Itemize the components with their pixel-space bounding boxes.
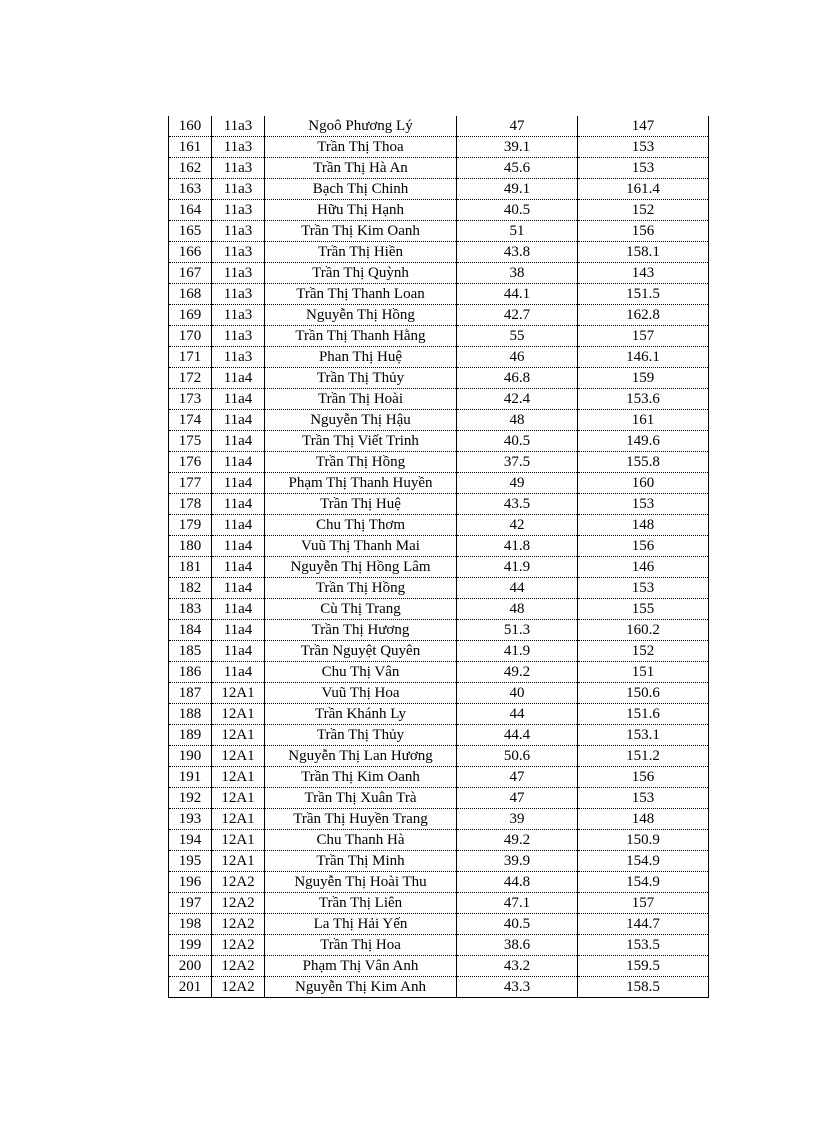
row-number-cell: 186 [169,662,212,683]
weight-cell: 43.3 [457,977,578,998]
height-cell: 159 [578,368,709,389]
table-row [169,452,709,473]
row-number-cell: 183 [169,599,212,620]
student-measurements-table-page [168,116,708,998]
height-cell: 148 [578,809,709,830]
row-number-cell: 178 [169,494,212,515]
table-row [169,179,709,200]
row-number-cell: 170 [169,326,212,347]
student-name-cell: Nguyễn Thị Hồng [265,305,457,326]
weight-cell: 47.1 [457,893,578,914]
table-row [169,788,709,809]
class-cell: 11a4 [212,494,265,515]
class-cell: 12A1 [212,704,265,725]
weight-cell: 42 [457,515,578,536]
class-cell: 11a4 [212,662,265,683]
table-row [169,410,709,431]
class-cell: 11a4 [212,536,265,557]
row-number-cell: 163 [169,179,212,200]
row-number-cell: 192 [169,788,212,809]
height-cell: 146.1 [578,347,709,368]
weight-cell: 40 [457,683,578,704]
row-number-cell: 162 [169,158,212,179]
student-name-cell: Bạch Thị Chinh [265,179,457,200]
weight-cell: 44 [457,578,578,599]
height-cell: 151.2 [578,746,709,767]
student-name-cell: La Thị Hải Yến [265,914,457,935]
height-cell: 144.7 [578,914,709,935]
height-cell: 162.8 [578,305,709,326]
table-row [169,725,709,746]
weight-cell: 44.4 [457,725,578,746]
student-name-cell: Trần Thị Hoài [265,389,457,410]
class-cell: 12A1 [212,830,265,851]
class-cell: 11a3 [212,179,265,200]
class-cell: 12A1 [212,725,265,746]
row-number-cell: 189 [169,725,212,746]
class-cell: 11a3 [212,326,265,347]
row-number-cell: 179 [169,515,212,536]
student-name-cell: Trần Thị Thanh Hằng [265,326,457,347]
student-name-cell: Trần Thị Liên [265,893,457,914]
weight-cell: 49.2 [457,830,578,851]
height-cell: 156 [578,536,709,557]
class-cell: 11a3 [212,158,265,179]
row-number-cell: 173 [169,389,212,410]
height-cell: 153.6 [578,389,709,410]
table-row [169,494,709,515]
row-number-cell: 197 [169,893,212,914]
class-cell: 11a4 [212,473,265,494]
row-number-cell: 182 [169,578,212,599]
weight-cell: 49.1 [457,179,578,200]
class-cell: 12A1 [212,746,265,767]
row-number-cell: 187 [169,683,212,704]
height-cell: 153 [578,158,709,179]
row-number-cell: 194 [169,830,212,851]
height-cell: 149.6 [578,431,709,452]
weight-cell: 42.4 [457,389,578,410]
weight-cell: 43.5 [457,494,578,515]
class-cell: 11a4 [212,410,265,431]
table-row [169,704,709,725]
height-cell: 152 [578,200,709,221]
row-number-cell: 181 [169,557,212,578]
height-cell: 153.5 [578,935,709,956]
student-name-cell: Phạm Thị Vân Anh [265,956,457,977]
weight-cell: 40.5 [457,914,578,935]
class-cell: 11a4 [212,620,265,641]
weight-cell: 46 [457,347,578,368]
table-row [169,809,709,830]
table-row [169,683,709,704]
height-cell: 143 [578,263,709,284]
height-cell: 156 [578,221,709,242]
student-name-cell: Nguyễn Thị Lan Hương [265,746,457,767]
weight-cell: 51.3 [457,620,578,641]
class-cell: 12A2 [212,977,265,998]
height-cell: 161 [578,410,709,431]
height-cell: 151.6 [578,704,709,725]
weight-cell: 43.8 [457,242,578,263]
class-cell: 11a4 [212,368,265,389]
height-cell: 151 [578,662,709,683]
weight-cell: 38 [457,263,578,284]
weight-cell: 44 [457,704,578,725]
student-name-cell: Trần Nguyệt Quyên [265,641,457,662]
row-number-cell: 167 [169,263,212,284]
student-name-cell: Trần Thị Viết Trinh [265,431,457,452]
student-name-cell: Chu Thị Thơm [265,515,457,536]
student-name-cell: Vuũ Thị Hoa [265,683,457,704]
height-cell: 153.1 [578,725,709,746]
student-name-cell: Nguyễn Thị Hoài Thu [265,872,457,893]
height-cell: 150.9 [578,830,709,851]
row-number-cell: 169 [169,305,212,326]
height-cell: 159.5 [578,956,709,977]
height-cell: 151.5 [578,284,709,305]
class-cell: 11a3 [212,347,265,368]
student-name-cell: Nguyễn Thị Hồng Lâm [265,557,457,578]
class-cell: 12A1 [212,851,265,872]
class-cell: 12A2 [212,956,265,977]
row-number-cell: 188 [169,704,212,725]
weight-cell: 42.7 [457,305,578,326]
table-row [169,536,709,557]
class-cell: 11a3 [212,200,265,221]
class-cell: 12A2 [212,893,265,914]
row-number-cell: 191 [169,767,212,788]
table-row [169,872,709,893]
height-cell: 157 [578,893,709,914]
height-cell: 156 [578,767,709,788]
student-name-cell: Chu Thanh Hà [265,830,457,851]
table-row [169,977,709,998]
weight-cell: 41.9 [457,557,578,578]
student-name-cell: Cù Thị Trang [265,599,457,620]
class-cell: 11a3 [212,116,265,137]
weight-cell: 55 [457,326,578,347]
weight-cell: 40.5 [457,200,578,221]
student-name-cell: Trần Thị Hoa [265,935,457,956]
table-row [169,956,709,977]
table-row [169,347,709,368]
student-name-cell: Trần Thị Thủy [265,368,457,389]
class-cell: 12A1 [212,683,265,704]
class-cell: 11a4 [212,452,265,473]
class-cell: 11a4 [212,599,265,620]
row-number-cell: 190 [169,746,212,767]
class-cell: 11a3 [212,263,265,284]
class-cell: 11a4 [212,641,265,662]
height-cell: 152 [578,641,709,662]
class-cell: 12A2 [212,914,265,935]
weight-cell: 48 [457,599,578,620]
class-cell: 11a4 [212,557,265,578]
table-row [169,473,709,494]
row-number-cell: 172 [169,368,212,389]
weight-cell: 51 [457,221,578,242]
weight-cell: 39 [457,809,578,830]
student-name-cell: Trần Thị Minh [265,851,457,872]
table-row [169,851,709,872]
weight-cell: 48 [457,410,578,431]
student-name-cell: Hữu Thị Hạnh [265,200,457,221]
table-row [169,158,709,179]
row-number-cell: 160 [169,116,212,137]
weight-cell: 47 [457,788,578,809]
class-cell: 11a3 [212,242,265,263]
student-name-cell: Trần Thị Hiền [265,242,457,263]
student-name-cell: Trần Thị Hương [265,620,457,641]
row-number-cell: 161 [169,137,212,158]
student-name-cell: Trần Thị Thủy [265,725,457,746]
row-number-cell: 184 [169,620,212,641]
table-row [169,515,709,536]
height-cell: 154.9 [578,872,709,893]
table-body [169,116,709,998]
weight-cell: 44.1 [457,284,578,305]
row-number-cell: 168 [169,284,212,305]
weight-cell: 43.2 [457,956,578,977]
height-cell: 148 [578,515,709,536]
table-row [169,557,709,578]
row-number-cell: 195 [169,851,212,872]
row-number-cell: 180 [169,536,212,557]
weight-cell: 37.5 [457,452,578,473]
height-cell: 154.9 [578,851,709,872]
height-cell: 153 [578,788,709,809]
table-row [169,116,709,137]
student-name-cell: Chu Thị Vân [265,662,457,683]
student-name-cell: Nguyễn Thị Hậu [265,410,457,431]
table-row [169,830,709,851]
weight-cell: 39.9 [457,851,578,872]
table-row [169,284,709,305]
table-row [169,200,709,221]
table-row [169,221,709,242]
row-number-cell: 199 [169,935,212,956]
height-cell: 155 [578,599,709,620]
height-cell: 153 [578,137,709,158]
height-cell: 160 [578,473,709,494]
student-name-cell: Phạm Thị Thanh Huyền [265,473,457,494]
weight-cell: 46.8 [457,368,578,389]
weight-cell: 49 [457,473,578,494]
row-number-cell: 201 [169,977,212,998]
class-cell: 11a3 [212,305,265,326]
row-number-cell: 175 [169,431,212,452]
height-cell: 146 [578,557,709,578]
height-cell: 157 [578,326,709,347]
row-number-cell: 171 [169,347,212,368]
table-row [169,662,709,683]
row-number-cell: 165 [169,221,212,242]
weight-cell: 40.5 [457,431,578,452]
student-name-cell: Trần Thị Hà An [265,158,457,179]
table-row [169,137,709,158]
student-name-cell: Vuũ Thị Thanh Mai [265,536,457,557]
table-row [169,599,709,620]
class-cell: 12A1 [212,809,265,830]
class-cell: 11a4 [212,431,265,452]
student-name-cell: Trần Thị Hồng [265,452,457,473]
row-number-cell: 166 [169,242,212,263]
student-name-cell: Trần Thị Thoa [265,137,457,158]
class-cell: 11a4 [212,389,265,410]
table-row [169,578,709,599]
table-row [169,326,709,347]
weight-cell: 47 [457,116,578,137]
height-cell: 160.2 [578,620,709,641]
height-cell: 155.8 [578,452,709,473]
table-row [169,746,709,767]
height-cell: 153 [578,578,709,599]
weight-cell: 44.8 [457,872,578,893]
weight-cell: 39.1 [457,137,578,158]
row-number-cell: 177 [169,473,212,494]
height-cell: 153 [578,494,709,515]
height-cell: 150.6 [578,683,709,704]
class-cell: 11a3 [212,137,265,158]
weight-cell: 45.6 [457,158,578,179]
row-number-cell: 164 [169,200,212,221]
row-number-cell: 193 [169,809,212,830]
student-name-cell: Trần Thị Quỳnh [265,263,457,284]
class-cell: 11a3 [212,221,265,242]
class-cell: 11a4 [212,578,265,599]
table-row [169,620,709,641]
table-row [169,305,709,326]
height-cell: 147 [578,116,709,137]
student-name-cell: Ngoô Phương Lý [265,116,457,137]
weight-cell: 38.6 [457,935,578,956]
table-row [169,914,709,935]
table-row [169,935,709,956]
student-name-cell: Trần Thị Huệ [265,494,457,515]
table-row [169,431,709,452]
table-row [169,242,709,263]
student-name-cell: Trần Thị Xuân Trà [265,788,457,809]
row-number-cell: 200 [169,956,212,977]
height-cell: 158.1 [578,242,709,263]
table-row [169,893,709,914]
class-cell: 12A1 [212,788,265,809]
row-number-cell: 185 [169,641,212,662]
student-name-cell: Trần Thị Thanh Loan [265,284,457,305]
row-number-cell: 196 [169,872,212,893]
table-row [169,641,709,662]
weight-cell: 41.8 [457,536,578,557]
table-row [169,368,709,389]
weight-cell: 41.9 [457,641,578,662]
height-cell: 161.4 [578,179,709,200]
student-name-cell: Trần Khánh Ly [265,704,457,725]
row-number-cell: 174 [169,410,212,431]
class-cell: 11a3 [212,284,265,305]
row-number-cell: 198 [169,914,212,935]
weight-cell: 49.2 [457,662,578,683]
height-cell: 158.5 [578,977,709,998]
student-name-cell: Trần Thị Kim Oanh [265,767,457,788]
class-cell: 12A1 [212,767,265,788]
student-name-cell: Trần Thị Huyền Trang [265,809,457,830]
class-cell: 12A2 [212,872,265,893]
class-cell: 11a4 [212,515,265,536]
weight-cell: 50.6 [457,746,578,767]
student-name-cell: Phan Thị Huệ [265,347,457,368]
row-number-cell: 176 [169,452,212,473]
student-measurements-table [168,116,709,998]
class-cell: 12A2 [212,935,265,956]
student-name-cell: Nguyễn Thị Kim Anh [265,977,457,998]
student-name-cell: Trần Thị Kim Oanh [265,221,457,242]
student-name-cell: Trần Thị Hồng [265,578,457,599]
table-row [169,263,709,284]
weight-cell: 47 [457,767,578,788]
table-row [169,767,709,788]
table-row [169,389,709,410]
